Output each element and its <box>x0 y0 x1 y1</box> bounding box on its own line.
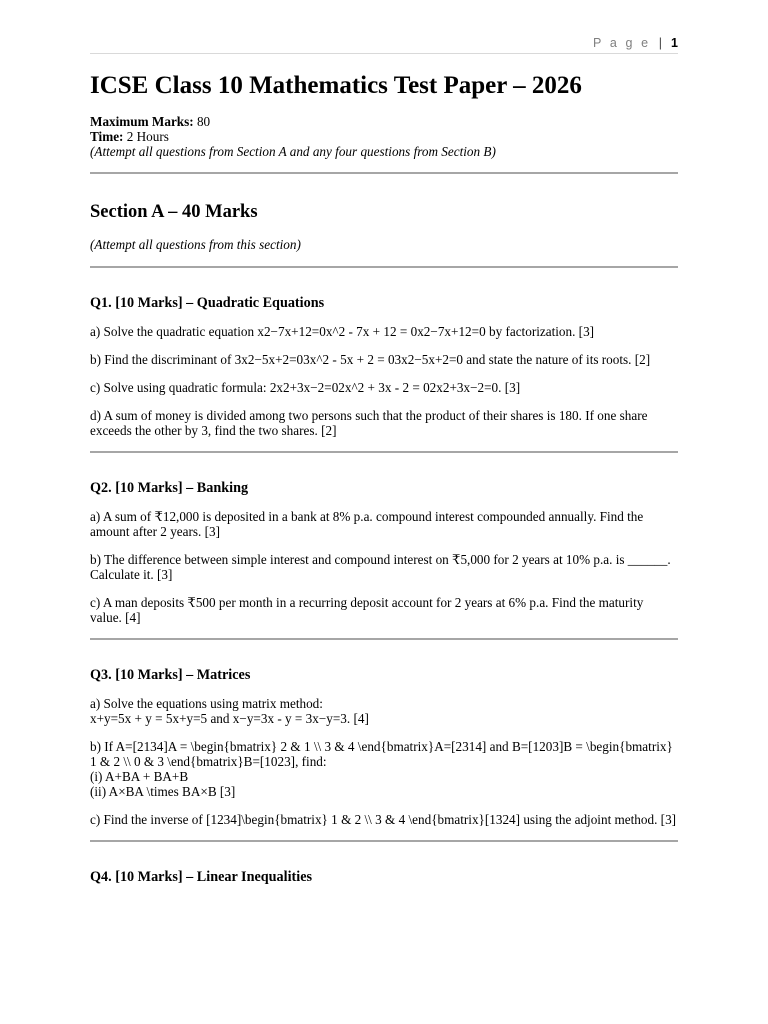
time-line <box>90 129 678 144</box>
time-label: Time: <box>90 129 124 144</box>
section-a-note: (Attempt all questions from this section) <box>90 237 301 252</box>
document-title: ICSE Class 10 Mathematics Test Paper – 2026 <box>90 72 582 99</box>
instruction-text: (Attempt all questions from Section A and any four questions from Section B) <box>90 144 496 159</box>
q3-part-b-line-1: b) If A=[2134]A = \begin{bmatrix} 2 & 1 \\ 3 & 4 \end{bmatrix}A=[2314] and B=[1203]B = \begin{bmatrix} 1 & 2 \\ 0 & 3 \end{bmatrix}B=[1023], find: <box>90 739 673 769</box>
header-divider <box>90 53 678 54</box>
max-marks-label: Maximum Marks: <box>90 114 194 129</box>
max-marks-value: 80 <box>193 114 211 129</box>
document-body <box>90 72 678 885</box>
q3-part-c: c) Find the inverse of [1234]\begin{bmatrix} 1 & 2 \\ 3 & 4 \end{bmatrix}[1324] using the adjoint method. [3] <box>90 812 677 827</box>
q1-part-c: c) Solve using quadratic formula: 2x2+3x−2=02x^2 + 3x - 2 = 02x2+3x−2=0. [3] <box>90 380 521 395</box>
q3-part-b-line-3: (ii) A×BA \times BA×B [3] <box>90 784 236 799</box>
q2-part-c: c) A man deposits ₹500 per month in a recurring deposit account for 2 years at 6% p.a. Find the maturity value. [4] <box>90 595 644 625</box>
q3-part-a-line-1: a) Solve the equations using matrix method: <box>90 696 323 711</box>
q1-part-a: a) Solve the quadratic equation x2−7x+12=0x^2 - 7x + 12 = 0x2−7x+12=0 by factorization. [3] <box>90 324 595 339</box>
q1-heading: Q1. [10 Marks] – Quadratic Equations <box>90 295 325 311</box>
page-separator: | <box>658 36 662 50</box>
divider <box>90 451 678 453</box>
page-header <box>593 36 678 50</box>
q4-heading: Q4. [10 Marks] – Linear Inequalities <box>90 869 313 885</box>
divider <box>90 638 678 640</box>
q2-heading: Q2. [10 Marks] – Banking <box>90 480 249 496</box>
general-instruction <box>90 144 678 159</box>
divider <box>90 266 678 268</box>
q2-part-a: a) A sum of ₹12,000 is deposited in a bank at 8% p.a. compound interest compounded annually. Find the amount after 2 years. [3] <box>90 509 644 539</box>
max-marks-line <box>90 114 678 129</box>
q1-part-b: b) Find the discriminant of 3x2−5x+2=03x^2 - 5x + 2 = 03x2−5x+2=0 and state the nature of its roots. [2] <box>90 352 651 367</box>
page-number: 1 <box>671 36 678 50</box>
time-value: 2 Hours <box>123 129 169 144</box>
divider <box>90 172 678 174</box>
q3-part-a-line-2: x+y=5x + y = 5x+y=5 and x−y=3x - y = 3x−y=3. [4] <box>90 711 369 726</box>
divider <box>90 840 678 842</box>
section-a-title: Section A – 40 Marks <box>90 202 258 222</box>
q3-part-b-line-2: (i) A+BA + BA+B <box>90 769 189 784</box>
q1-part-d: d) A sum of money is divided among two persons such that the product of their shares is 180. If one share exceeds the other by 3, find the two shares. [2] <box>90 408 648 438</box>
page-label: P a g e <box>593 36 651 50</box>
q3-heading: Q3. [10 Marks] – Matrices <box>90 667 251 683</box>
q2-part-b: b) The difference between simple interest and compound interest on ₹5,000 for 2 years at 10% p.a. is ______. Calculate it. [3] <box>90 552 671 582</box>
